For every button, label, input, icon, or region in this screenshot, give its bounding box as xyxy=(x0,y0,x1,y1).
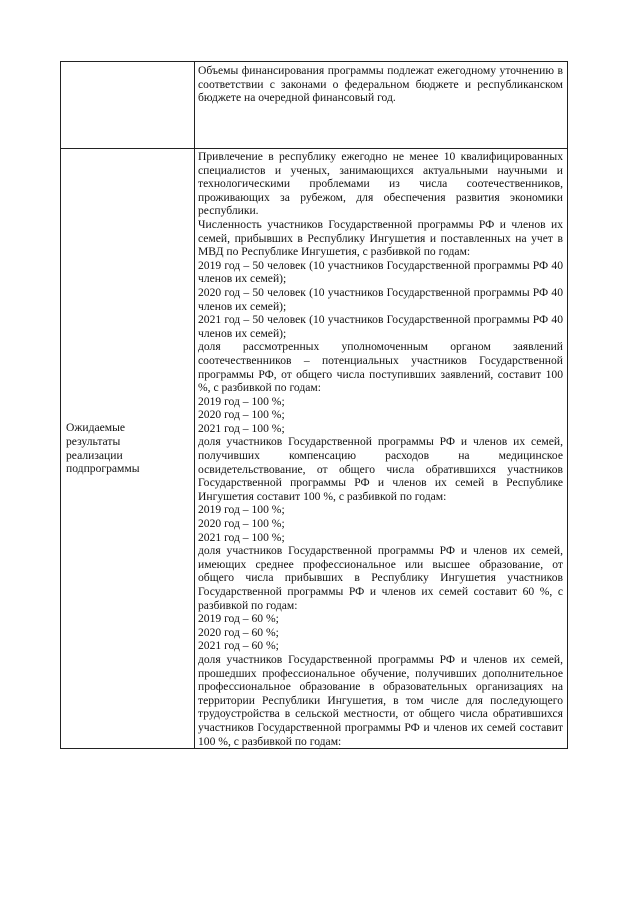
paragraph: 2019 год – 60 %; xyxy=(198,612,279,626)
paragraph: доля участников Государственной программы РФ и членов их семей, прошедших профессиональное обучение, получивших дополнительное профессиональное образование в образовательных организациях на территории Республики Ингушетия, в том числе для последующего трудоустройства в сельской местности, от общего числа обратившихся участников Государственной программы РФ и членов их семей составит 100 %, с разбивкой по годам: xyxy=(198,652,563,748)
table-row xyxy=(61,149,568,749)
table-cell-content xyxy=(195,149,568,749)
paragraph: 2019 год – 50 человек (10 участников Государственной программы РФ 40 членов их семей); xyxy=(198,258,563,286)
label-line: реализации xyxy=(66,448,123,462)
paragraph: 2021 год – 60 %; xyxy=(198,639,279,653)
paragraph: 2020 год – 100 %; xyxy=(198,517,285,531)
paragraph: доля участников Государственной программы РФ и членов их семей, получивших компенсацию расходов на медицинское освидетельствование, от общего числа обратившихся участников Государственной программы РФ и членов их семей в Республике Ингушетия составит 100 %, с разбивкой по годам: xyxy=(198,435,563,503)
table-cell-label xyxy=(61,149,195,749)
paragraph: 2020 год – 60 %; xyxy=(198,625,279,639)
paragraph: 2019 год – 100 %; xyxy=(198,503,285,517)
paragraph: Привлечение в республику ежегодно не менее 10 квалифицированных специалистов и ученых, занимающихся актуальными научными и технологическими проблемами из числа соотечественников, проживающих за рубежом, для обеспечения развития экономики республики. xyxy=(198,150,563,218)
paragraph: 2021 год – 100 %; xyxy=(198,421,285,435)
paragraph: доля рассмотренных уполномоченным органом заявлений соотечественников – потенциальных участников Государственной программы РФ, от общего числа поступивших заявлений, составит 100 %, с разбивкой по годам: xyxy=(198,340,563,395)
paragraph: 2021 год – 100 %; xyxy=(198,530,285,544)
label-line: результаты xyxy=(66,434,121,448)
label-line: подпрограммы xyxy=(66,462,140,476)
paragraph: 2021 год – 50 человек (10 участников Государственной программы РФ 40 членов их семей); xyxy=(198,313,563,340)
table-row xyxy=(61,62,568,149)
paragraph: 2020 год – 100 %; xyxy=(198,408,285,422)
table-cell-content xyxy=(195,62,568,149)
paragraph: Численность участников Государственной программы РФ и членов их семей, прибывших в Республику Ингушетия и поставленных на учет в МВД по Республике Ингушетия, с разбивкой по годам: xyxy=(198,217,563,259)
paragraph: доля участников Государственной программы РФ и членов их семей, имеющих среднее профессиональное или высшее образование, от общего числа прибывших в Республику Ингушетия участников Государственной программы РФ и членов их семей составит 60 %, с разбивкой по годам: xyxy=(198,544,563,612)
table-cell-label xyxy=(61,62,195,149)
label-line: Ожидаемые xyxy=(66,421,126,435)
financing-note: Объемы финансирования программы подлежат ежегодному уточнению в соответствии с законами о федеральном бюджете и республиканском бюджете на очередной финансовый год. xyxy=(198,64,563,105)
paragraph: 2019 год – 100 %; xyxy=(198,394,285,408)
document-table xyxy=(60,61,568,749)
expected-results-label xyxy=(61,421,194,475)
expected-results-text xyxy=(195,149,567,748)
paragraph: 2020 год – 50 человек (10 участников Государственной программы РФ 40 членов их семей); xyxy=(198,285,563,313)
